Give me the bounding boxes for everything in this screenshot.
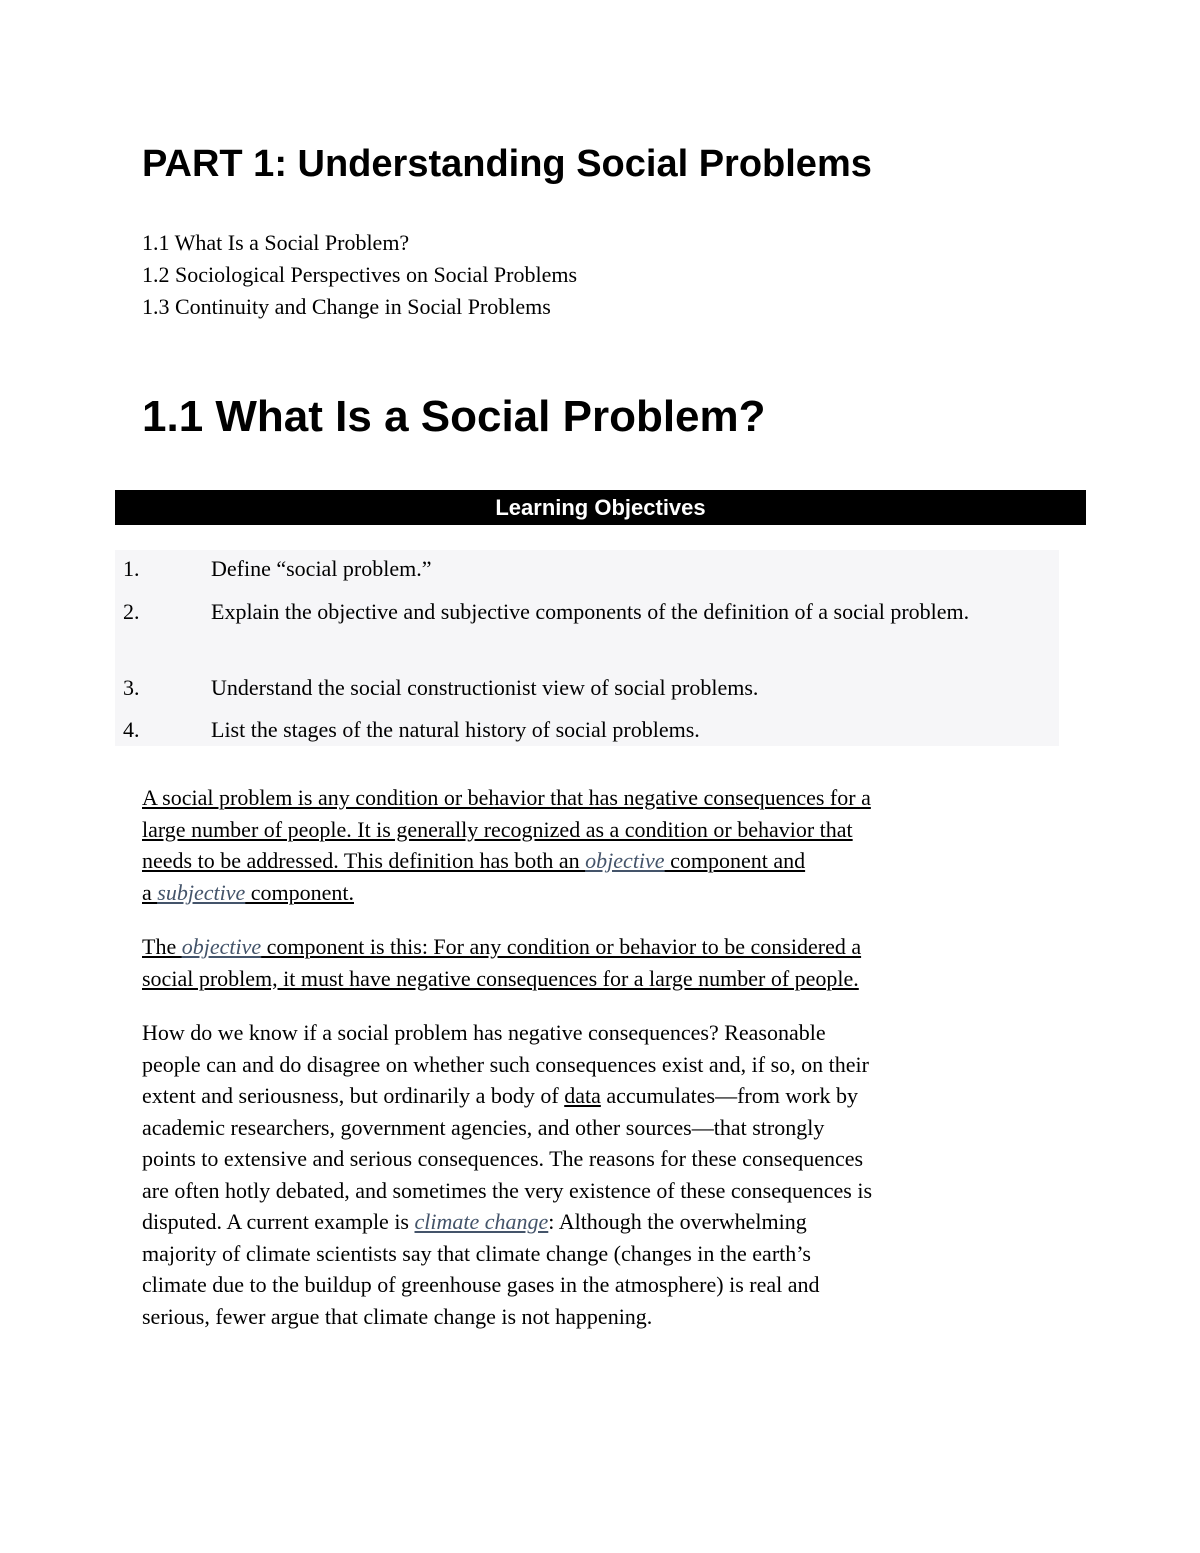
climate-change-link[interactable]: climate change [414,1209,549,1234]
objective-text: Define “social problem.” [211,556,432,581]
objective-text: Explain the objective and subjective components of the definition of a social problem. [211,599,970,624]
table-of-contents [142,227,577,323]
paragraph-line: large number of people. It is generally recognized as a condition or behavior that [142,816,853,842]
objective-number: 4. [123,717,140,742]
objective-number: 1. [123,556,140,581]
definition-paragraph [142,782,1072,908]
objective-text: List the stages of the natural history of social problems. [211,717,700,742]
objective-number: 3. [123,675,140,700]
paragraph-line: The objective component is this: For any condition or behavior to be considered a [142,934,862,959]
term-subjective-link[interactable]: subjective [157,879,246,905]
objective-item [123,671,1055,704]
term-objective-link[interactable]: objective [585,848,665,873]
part-title: PART 1: Understanding Social Problems [142,143,872,185]
paragraph-line: A social problem is any condition or behavior that has negative consequences for a [142,785,871,810]
paragraph-line: climate due to the buildup of greenhouse gases in the atmosphere) is real and [142,1272,820,1297]
objective-component-paragraph [142,931,1072,994]
term-objective-link[interactable]: objective [181,934,262,959]
paragraph-line: academic researchers, government agencies, and other sources—that strongly [142,1114,825,1140]
paragraph-line: disputed. A current example is climate change: Although the overwhelming [142,1209,807,1234]
paragraph-line: a subjective component. [142,879,354,905]
toc-item: 1.2 Sociological Perspectives on Social Problems [142,262,578,287]
objective-item [123,713,1055,746]
paragraph-line: are often hotly debated, and sometimes the very existence of these consequences is [142,1177,873,1203]
data-link[interactable]: data [564,1083,601,1108]
toc-item: 1.1 What Is a Social Problem? [142,230,410,255]
learning-objectives-header: Learning Objectives [115,490,1086,525]
objective-number: 2. [123,599,140,624]
paragraph-line: points to extensive and serious consequences. The reasons for these consequences [142,1146,864,1171]
paragraph-line: extent and seriousness, but ordinarily a body of data accumulates—from work by [142,1083,859,1108]
paragraph-line: serious, fewer argue that climate change is not happening. [142,1303,653,1329]
objective-text: Understand the social constructionist view of social problems. [211,675,759,700]
section-title: 1.1 What Is a Social Problem? [142,392,766,441]
objective-item [123,552,1055,585]
objective-item [123,595,1055,628]
paragraph-line: needs to be addressed. This definition has both an objective component and [142,848,806,873]
paragraph-line: people can and do disagree on whether such consequences exist and, if so, on their [142,1051,869,1077]
paragraph-line: How do we know if a social problem has negative consequences? Reasonable [142,1020,826,1045]
paragraph-line: social problem, it must have negative consequences for a large number of people. [142,965,859,991]
paragraph-line: majority of climate scientists say that climate change (changes in the earth’s [142,1240,811,1266]
consequences-paragraph [142,1017,1072,1332]
toc-item: 1.3 Continuity and Change in Social Problems [142,294,551,319]
